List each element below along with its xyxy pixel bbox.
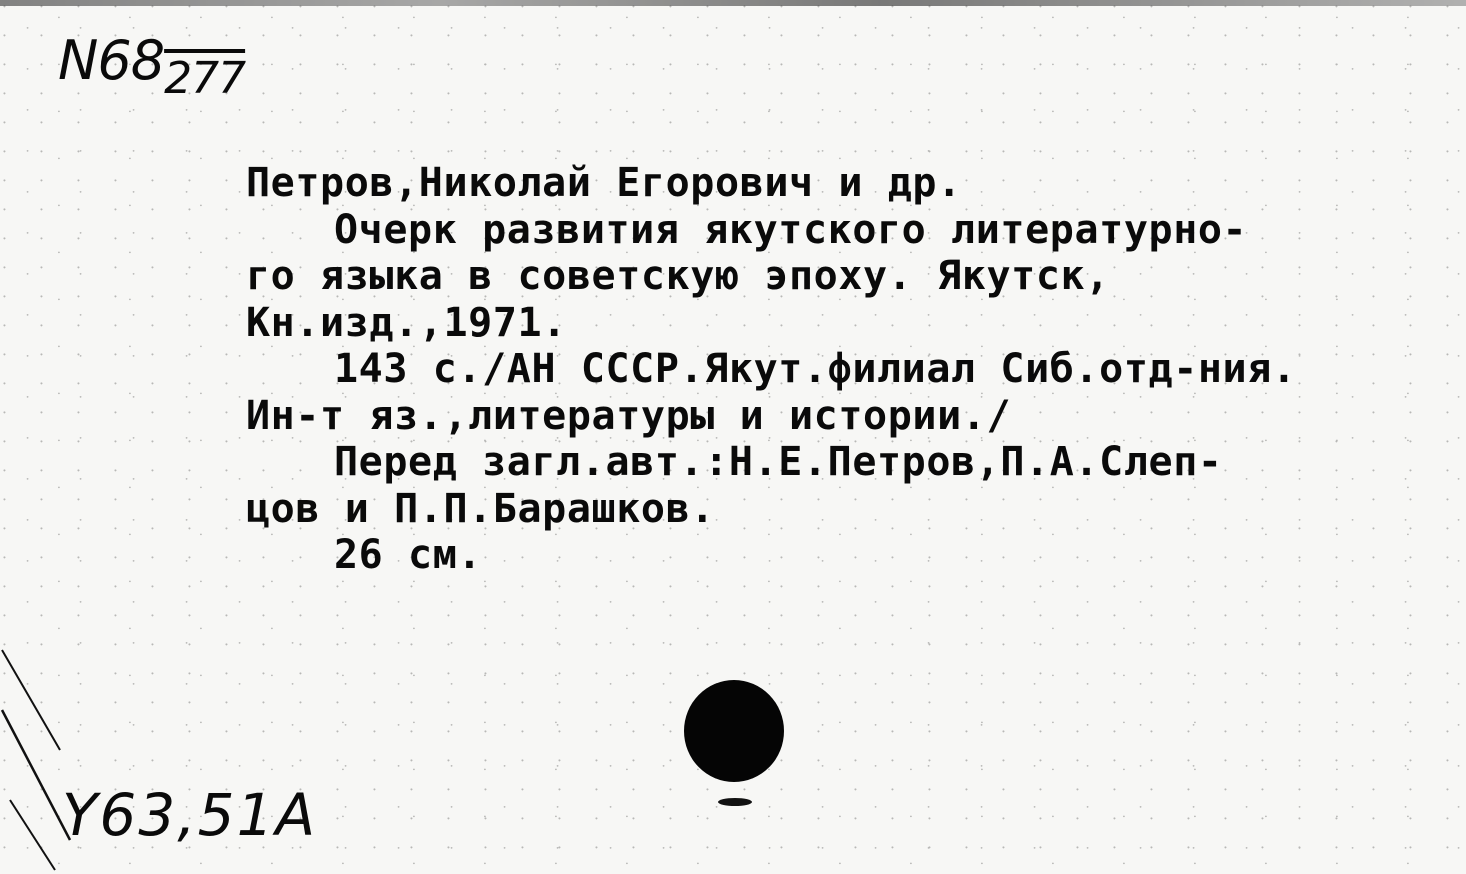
- entry-title-continued-line: го языка в советскую эпоху. Якутск,: [246, 253, 1110, 299]
- entry-authors-note-continued-line: цов и П.П.Барашков.: [246, 485, 715, 532]
- card-top-edge: [0, 0, 1466, 6]
- call-number-main: N68: [58, 29, 165, 92]
- punch-hole: [684, 680, 784, 782]
- call-number-sub: 277: [164, 53, 246, 104]
- entry-size-line: 26 см.: [334, 532, 483, 578]
- entry-title-line: Очерк развития якутского литературно-: [334, 206, 1248, 253]
- entry-publisher-line: Кн.изд.,1971.: [246, 299, 567, 346]
- entry-author-line: Петров,Николай Егорович и др.: [246, 160, 962, 206]
- entry-pages-line: 143 с./АН СССР.Якут.филиал Сиб.отд-ния.: [334, 346, 1297, 392]
- entry-institute-line: Ин-т яз.,литературы и истории./: [246, 392, 1012, 439]
- bibliographic-entry: [246, 160, 1446, 579]
- call-number: [58, 29, 246, 104]
- entry-authors-note-line: Перед загл.авт.:Н.Е.Петров,П.А.Слеп-: [334, 439, 1223, 485]
- punch-hole-mark: [718, 798, 752, 806]
- classification-mark: Y63,51A: [62, 781, 318, 849]
